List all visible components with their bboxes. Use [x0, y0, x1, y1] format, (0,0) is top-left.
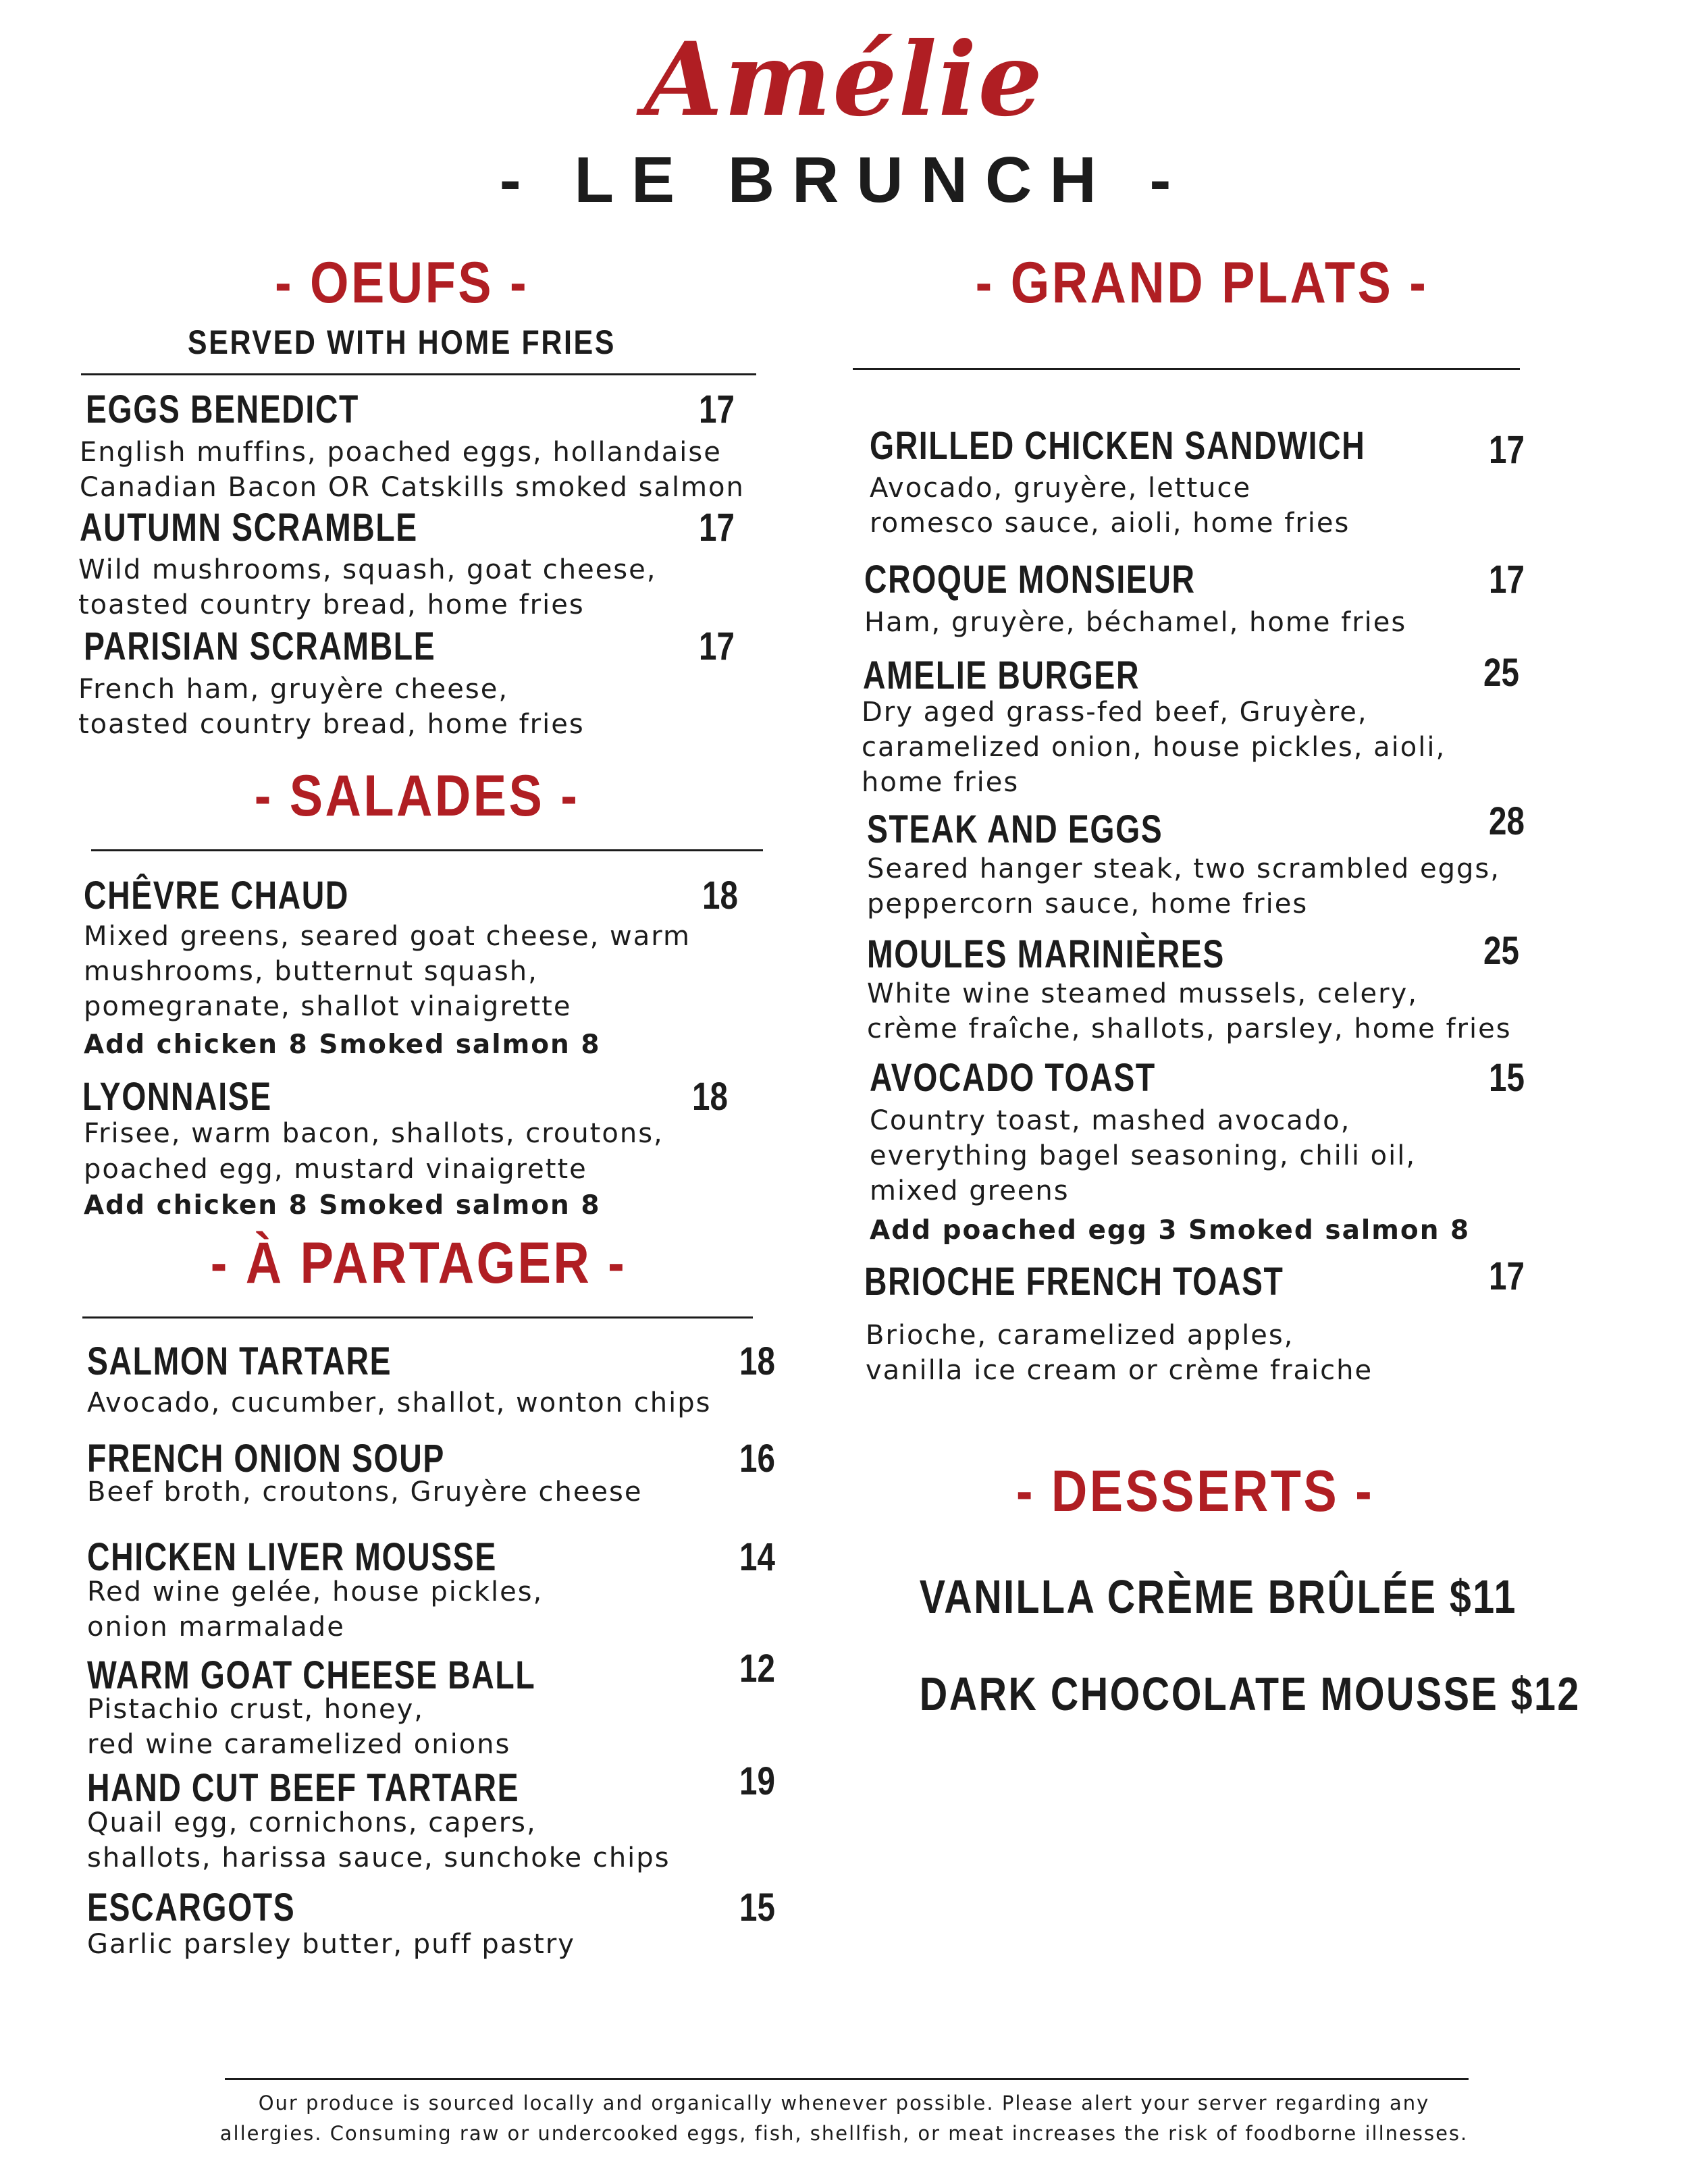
divider-a-partager — [82, 1316, 753, 1319]
menu-item-description: Red wine gelée, house pickles, — [87, 1576, 544, 1607]
menu-item-name: SALMON TARTARE — [87, 1339, 392, 1383]
restaurant-logo: Amélie — [644, 20, 1044, 139]
menu-item-description: Pistachio crust, honey, — [87, 1694, 424, 1725]
menu-item-name: LYONNAISE — [82, 1075, 272, 1119]
menu-item-description: French ham, gruyère cheese, — [78, 674, 509, 705]
menu-item-description: Avocado, cucumber, shallot, wonton chips — [87, 1387, 712, 1418]
menu-item-description: onion marmalade — [87, 1612, 345, 1643]
menu-item-price: 17 — [1489, 428, 1525, 472]
menu-item-name: CHÊVRE CHAUD — [84, 874, 350, 917]
menu-item-description: home fries — [862, 767, 1020, 798]
menu-item-addon: Add poached egg 3 Smoked salmon 8 — [870, 1215, 1471, 1246]
menu-item-addon: Add chicken 8 Smoked salmon 8 — [84, 1190, 601, 1221]
menu-item-price: 17 — [699, 624, 735, 668]
divider-grand-plats — [853, 368, 1520, 370]
menu-item-name: FRENCH ONION SOUP — [87, 1437, 445, 1481]
menu-item-price: 15 — [1489, 1056, 1525, 1100]
menu-item-description: Mixed greens, seared goat cheese, warm — [84, 921, 691, 952]
section-heading-oeufs: - OEUFS - — [274, 250, 529, 315]
menu-item-description: Frisee, warm bacon, shallots, croutons, — [84, 1118, 664, 1149]
dessert-item: VANILLA CRÈME BRÛLÉE $11 — [919, 1570, 1517, 1623]
menu-item-description: Canadian Bacon OR Catskills smoked salmon — [80, 472, 745, 503]
menu-item-name: AUTUMN SCRAMBLE — [80, 506, 418, 550]
menu-item-description: Ham, gruyère, béchamel, home fries — [864, 607, 1407, 638]
menu-item-description: toasted country bread, home fries — [78, 589, 585, 620]
menu-item-price: 17 — [1489, 558, 1525, 602]
menu-item-name: MOULES MARINIÈRES — [867, 932, 1225, 976]
menu-item-description: Dry aged grass-fed beef, Gruyère, — [862, 697, 1368, 728]
footer-disclaimer-line: Our produce is sourced locally and organically whenever possible. Please alert your server regarding any — [258, 2092, 1430, 2114]
menu-item-price: 17 — [1489, 1254, 1525, 1298]
menu-item-description: White wine steamed mussels, celery, — [867, 978, 1418, 1009]
menu-item-name: AVOCADO TOAST — [870, 1056, 1156, 1100]
section-subtitle-oeufs: SERVED WITH HOME FRIES — [187, 323, 616, 361]
menu-item-name: PARISIAN SCRAMBLE — [84, 624, 436, 668]
footer-disclaimer-line: allergies. Consuming raw or undercooked eggs, fish, shellfish, or meat increases the risk of foodborne illnesses. — [219, 2122, 1469, 2145]
menu-item-price: 25 — [1483, 929, 1519, 973]
menu-item-name: EGGS BENEDICT — [86, 388, 359, 431]
menu-item-name: BRIOCHE FRENCH TOAST — [864, 1260, 1284, 1304]
menu-item-description: romesco sauce, aioli, home fries — [870, 508, 1350, 539]
menu-item-price: 28 — [1489, 799, 1525, 843]
menu-item-description: mixed greens — [870, 1175, 1070, 1206]
menu-item-name: HAND CUT BEEF TARTARE — [87, 1766, 520, 1810]
menu-item-description: poached egg, mustard vinaigrette — [84, 1154, 587, 1185]
menu-item-description: vanilla ice cream or crème fraiche — [866, 1355, 1373, 1386]
menu-item-price: 19 — [739, 1759, 775, 1803]
menu-item-description: shallots, harissa sauce, sunchoke chips — [87, 1842, 670, 1873]
menu-item-price: 17 — [699, 388, 735, 431]
section-heading-salades: - SALADES - — [254, 764, 580, 828]
menu-item-price: 17 — [699, 506, 735, 550]
menu-item-price: 25 — [1483, 651, 1519, 695]
menu-item-name: STEAK AND EGGS — [867, 807, 1163, 851]
menu-item-name: CROQUE MONSIEUR — [864, 558, 1196, 602]
menu-item-name: WARM GOAT CHEESE BALL — [87, 1653, 536, 1697]
footer-divider — [225, 2078, 1469, 2080]
menu-item-description: Wild mushrooms, squash, goat cheese, — [78, 554, 657, 585]
section-heading-a-partager: - À PARTAGER - — [210, 1231, 627, 1296]
menu-item-price: 16 — [739, 1437, 775, 1481]
divider-oeufs — [81, 373, 756, 375]
menu-item-description: red wine caramelized onions — [87, 1729, 511, 1760]
menu-item-price: 14 — [739, 1535, 775, 1579]
menu-item-description: peppercorn sauce, home fries — [867, 888, 1309, 920]
menu-item-name: GRILLED CHICKEN SANDWICH — [870, 424, 1366, 468]
menu-item-description: Seared hanger steak, two scrambled eggs, — [867, 853, 1500, 884]
menu-item-description: caramelized onion, house pickles, aioli, — [862, 732, 1446, 763]
menu-item-price: 18 — [702, 874, 738, 917]
section-heading-grand-plats: - GRAND PLATS - — [975, 250, 1429, 315]
menu-item-description: mushrooms, butternut squash, — [84, 956, 538, 987]
dessert-item: DARK CHOCOLATE MOUSSE $12 — [919, 1668, 1581, 1720]
menu-item-description: everything bagel seasoning, chili oil, — [870, 1140, 1417, 1171]
menu-item-description: Brioche, caramelized apples, — [866, 1320, 1294, 1351]
menu-item-description: English muffins, poached eggs, hollandaise — [80, 437, 722, 468]
menu-item-name: ESCARGOTS — [87, 1886, 296, 1929]
menu-title: - LE BRUNCH - — [499, 144, 1189, 216]
menu-item-price: 15 — [739, 1886, 775, 1929]
menu-item-description: Garlic parsley butter, puff pastry — [87, 1929, 575, 1960]
section-heading-desserts: - DESSERTS - — [1016, 1459, 1375, 1524]
menu-item-price: 18 — [739, 1339, 775, 1383]
menu-item-description: pomegranate, shallot vinaigrette — [84, 991, 572, 1022]
menu-item-description: crème fraîche, shallots, parsley, home fries — [867, 1013, 1512, 1044]
menu-item-description: Beef broth, croutons, Gruyère cheese — [87, 1476, 643, 1508]
menu-item-price: 12 — [739, 1647, 775, 1690]
menu-item-description: Quail egg, cornichons, capers, — [87, 1807, 537, 1838]
menu-item-name: AMELIE BURGER — [863, 654, 1140, 697]
menu-item-description: toasted country bread, home fries — [78, 709, 585, 740]
menu-item-name: CHICKEN LIVER MOUSSE — [87, 1535, 497, 1579]
menu-item-description: Country toast, mashed avocado, — [870, 1105, 1351, 1136]
menu-item-description: Avocado, gruyère, lettuce — [870, 473, 1252, 504]
menu-item-price: 18 — [692, 1075, 728, 1119]
divider-salades — [91, 849, 763, 851]
menu-item-addon: Add chicken 8 Smoked salmon 8 — [84, 1030, 601, 1060]
